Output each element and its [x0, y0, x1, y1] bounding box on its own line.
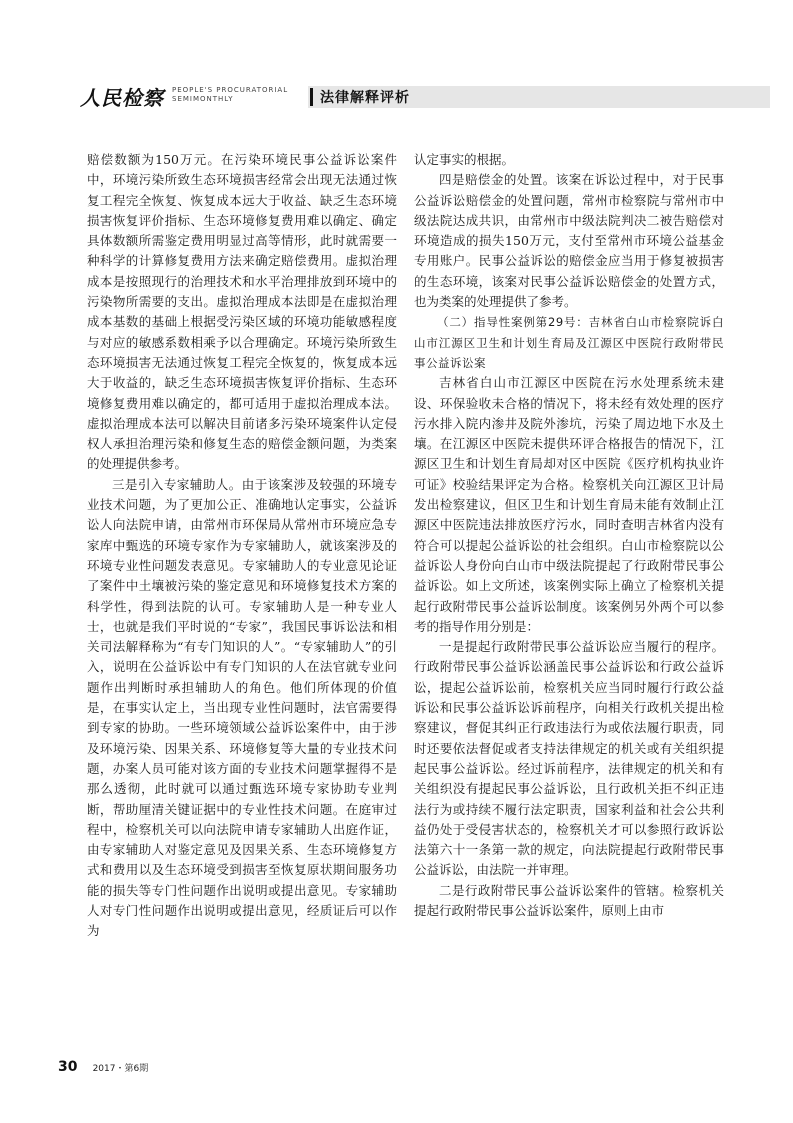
- page-number: 30: [58, 1059, 78, 1075]
- section-marker: [310, 88, 313, 106]
- logo-english-line-1: PEOPLE'S PROCURATORIAL: [172, 86, 289, 94]
- section-title: 法律解释评析: [320, 90, 410, 106]
- journal-logo: 人民检察: [80, 86, 164, 110]
- paragraph: 认定事实的根据。: [414, 152, 515, 167]
- paragraph: 赔偿数额为150万元。在污染环境民事公益诉讼案件中，环境污染所致生态环境损害经常会出现无法通过恢复工程完全恢复、恢复成本远大于收益、缺乏生态环境损害恢复评价指标、生态环境修复费用难以确定、确定具体数额所需鉴定费用明显过高等情形，此时就需要一种科学的计算修复费用方法来确定赔偿费用。虚拟治理成本是按照现行的治理技术和水平治理排放到环境中的污染物所需要的支出。虚拟治理成本法即是在虚拟治理成本基数的基础上根据受污染区域的环境功能敏感程度与对应的敏感系数相乘予以合理确定。环境污染所致生态环境损害无法通过恢复工程完全恢复的，恢复成本远大于收益的，缺乏生态环境损害恢复评价指标、生态环境修复费用难以确定的，都可适用于虚拟治理成本法。虚拟治理成本法可以解决目前诸多污染环境案件认定侵权人承担治理污染和修复生态的赔偿金额问题，为类案的处理提供参考。: [87, 152, 397, 472]
- logo-english-line-2: SEMIMONTHLY: [172, 95, 234, 103]
- page-footer: [58, 1056, 148, 1075]
- journal-logo-english: [172, 86, 288, 104]
- paragraph: 三是引入专家辅助人。由于该案涉及较强的环境专业技术问题，为了更加公正、准确地认定事实，公益诉讼人向法院申请，由常州市环保局从常州市环境应急专家库中甄选的环境专家作为专家辅助人，就该案涉及的环境专业性问题发表意见。专家辅助人的专业意见论证了案件中土壤被污染的鉴定意见和环境修复技术方案的科学性，得到法院的认可。专家辅助人是一种专业人士，也就是我们平时说的“专家”，我国民事诉讼法和相关司法解释称为“有专门知识的人”。“专家辅助人”的引入，说明在公益诉讼中有专门知识的人在法官就专业问题作出判断时承担辅助人的角色。他们所体现的价值是，在事实认定上，当出现专业性问题时，法官需要得到专家的协助。一些环境领域公益诉讼案件中，由于涉及环境污染、因果关系、环境修复等大量的专业技术问题，办案人员可能对该方面的专业技术问题掌握得不是那么透彻，此时就可以通过甄选环境专家协助专业判断，帮助厘清关键证据中的专业性技术问题。在庭审过程中，检察机关可以向法院申请专家辅助人出庭作证，由专家辅助人对鉴定意见及因果关系、生态环境修复方式和费用以及生态环境受到损害至恢复原状期间服务功能的损失等专门性问题作出说明或提出意见。专家辅助人对专门性问题作出说明或提出意见，经质证后可以作为: [87, 476, 397, 939]
- paragraph: 吉林省白山市江源区中医院在污水处理系统未建设、环保验收未合格的情况下，将未经有效处理的医疗污水排入院内渗井及院外渗坑，污染了周边地下水及土壤。在江源区中医院未提供环评合格报告的情况下，江源区卫生和计划生育局却对区中医院《医疗机构执业许可证》校验结果评定为合格。检察机关向江源区卫计局发出检察建议，但区卫生和计划生育局未能有效制止江源区中医院违法排放医疗污水，同时查明吉林省内没有符合可以提起公益诉讼的社会组织。白山市检察院以公益诉讼人身份向白山市中级法院提起了行政附带民事公益诉讼。如上文所述，该案例实际上确立了检察机关提起行政附带民事公益诉讼制度。该案例另外两个可以参考的指导作用分别是：: [414, 375, 724, 634]
- paragraph: 一是提起行政附带民事公益诉讼应当履行的程序。行政附带民事公益诉讼涵盖民事公益诉讼和行政公益诉讼，提起公益诉讼前，检察机关应当同时履行行政公益诉讼和民事公益诉讼诉前程序，向相关行政机关提出检察建议，督促其纠正行政违法行为或依法履行职责，同时还要依法督促或者支持法律规定的机关或有关组织提起民事公益诉讼。经过诉前程序，法律规定的机关和有关组织没有提起民事公益诉讼，且行政机关拒不纠正违法行为或持续不履行法定职责，国家利益和社会公共利益仍处于受侵害状态的，检察机关才可以参照行政诉讼法第六十一条第一款的规定，向法院提起行政附带民事公益诉讼，由法院一并审理。: [414, 639, 724, 878]
- issue-label: 2017・第6期: [92, 1064, 149, 1074]
- page-header: [80, 82, 770, 110]
- case-title: （二）指导性案例第29号：吉林省白山市检察院诉白山市江源区卫生和计划生育局及江源区中医院行政附带民事公益诉讼案: [414, 315, 724, 370]
- paragraph: 二是行政附带民事公益诉讼案件的管辖。检察机关提起行政附带民事公益诉讼案件，原则上由市: [414, 882, 724, 918]
- left-column: [87, 150, 397, 942]
- right-column: [414, 150, 724, 921]
- paragraph: 四是赔偿金的处置。该案在诉讼过程中，对于民事公益诉讼赔偿金的处置问题，常州市检察院与常州市中级法院达成共识，由常州市中级法院判决二被告赔偿对环境造成的损失150万元，支付至常州市环境公益基金专用账户。民事公益诉讼的赔偿金应当用于修复被损害的生态环境，该案对民事公益诉讼赔偿金的处置方式，也为类案的处理提供了参考。: [414, 172, 724, 310]
